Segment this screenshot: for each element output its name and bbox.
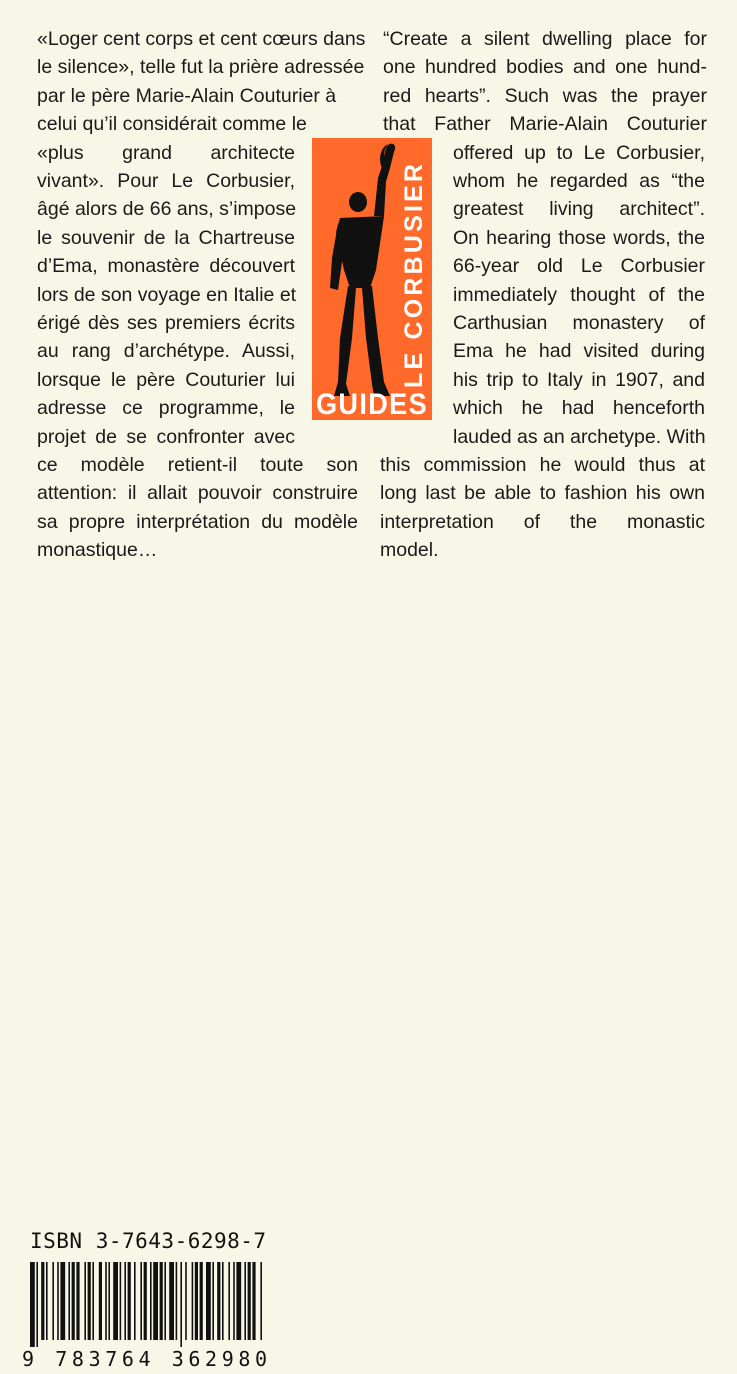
modulor-figure-icon: [330, 144, 395, 396]
french-text-line: monastique…: [37, 539, 158, 562]
english-text-line: On hearing those words, the: [453, 226, 705, 249]
english-text-line: “Create a silent dwelling place for: [383, 28, 707, 50]
french-text-line: «Loger cent corps et cent cœurs dans: [37, 28, 366, 50]
french-text-line: le souvenir de la Chartreuse: [37, 226, 295, 249]
barcode-bar: [120, 1262, 122, 1340]
french-text-line: projet de se confronter avec: [37, 425, 295, 448]
english-text-line: Ema he had visited during: [453, 340, 705, 363]
barcode-bar: [164, 1262, 166, 1340]
english-text-line: model.: [380, 539, 439, 562]
french-text-line: attention: il allait pouvoir construire: [37, 482, 358, 505]
english-text-line: red hearts”. Such was the prayer: [383, 84, 707, 107]
barcode-icon: [26, 1262, 266, 1348]
le-corbusier-guides-logo: [312, 138, 432, 420]
barcode-bar: [180, 1262, 182, 1348]
english-text-line: offered up to Le Corbusier,: [453, 141, 705, 164]
barcode-bar: [195, 1262, 198, 1340]
logo-horizontal-label: GUIDES: [316, 388, 428, 420]
barcode-bar: [150, 1262, 152, 1340]
french-text-line: érigé dès ses premiers écrits: [37, 312, 295, 334]
barcode-bar: [236, 1262, 241, 1340]
barcode-bar: [41, 1262, 44, 1340]
barcode-bar: [60, 1262, 65, 1340]
french-text-line: ce modèle retient-il toute son: [37, 454, 358, 476]
barcode-bar: [84, 1262, 86, 1340]
french-text-line: lors de son voyage en Italie et: [37, 283, 297, 306]
barcode-bar: [30, 1262, 35, 1348]
french-text-line: au rang d’archétype. Aussi,: [37, 340, 295, 363]
english-text-line: 66-year old Le Corbusier: [453, 255, 705, 278]
english-text-line: greatest living architect”.: [453, 198, 705, 221]
english-text-line: interpretation of the monastic: [380, 510, 705, 533]
barcode-bar: [192, 1262, 194, 1340]
barcode-bar: [176, 1262, 178, 1340]
barcode-bar: [244, 1262, 246, 1340]
french-text-line: celui qu’il considérait comme le: [37, 113, 307, 136]
barcode-bar: [248, 1262, 251, 1340]
barcode-bar: [108, 1262, 110, 1340]
barcode-bar: [76, 1262, 79, 1340]
barcode-bar: [260, 1262, 262, 1340]
french-text-line: par le père Marie-Alain Couturier à: [37, 84, 337, 107]
barcode-bar: [228, 1262, 230, 1340]
barcode-bar: [206, 1262, 211, 1340]
english-text-line: Carthusian monastery of: [453, 312, 705, 334]
french-text-line: «plus grand architecte: [37, 141, 295, 164]
french-text-line: le silence», telle fut la prière adressée: [37, 56, 365, 79]
english-text-line: immediately thought of the: [453, 283, 705, 306]
english-text-line: this commission he would thus at: [380, 454, 705, 476]
french-text-line: d’Ema, monastère découvert: [37, 255, 295, 278]
barcode-bar: [105, 1262, 107, 1340]
barcode-bar: [52, 1262, 54, 1340]
barcode-bar: [57, 1262, 59, 1340]
barcode-bar: [124, 1262, 126, 1340]
english-text-line: that Father Marie-Alain Couturier: [383, 113, 707, 136]
barcode-bar: [153, 1262, 158, 1340]
barcode-bar: [46, 1262, 48, 1340]
barcode-bar: [128, 1262, 131, 1340]
english-text-line: lauded as an archetype. With: [453, 425, 706, 448]
barcode-bar: [217, 1262, 220, 1340]
barcode-bar: [160, 1262, 163, 1340]
english-text-line: one hundred bodies and one hund-: [383, 56, 707, 79]
barcode-bar: [185, 1262, 187, 1340]
barcode-bar: [233, 1262, 235, 1340]
barcode-bar: [222, 1262, 224, 1340]
barcode-bar: [200, 1262, 203, 1340]
barcode-bar: [36, 1262, 38, 1348]
french-text-line: vivant». Pour Le Corbusier,: [37, 170, 295, 192]
barcode-bar: [113, 1262, 118, 1340]
barcode-bar: [134, 1262, 136, 1340]
english-text-line: whom he regarded as “the: [453, 170, 705, 192]
barcode-bar: [140, 1262, 142, 1340]
french-text-line: âgé alors de 66 ans, s’impose: [37, 198, 297, 221]
french-text-line: adresse ce programme, le: [37, 397, 295, 420]
barcode-bar: [99, 1262, 102, 1340]
barcode-bar: [144, 1262, 147, 1340]
english-text-line: his trip to Italy in 1907, and: [453, 368, 705, 391]
logo-vertical-label: LE CORBUSIER: [400, 160, 428, 388]
barcode-bar: [92, 1262, 94, 1340]
barcode-digits: 9 783764 362980: [22, 1347, 272, 1371]
barcode-bar: [212, 1262, 214, 1340]
french-text-line: lorsque le père Couturier lui: [37, 368, 295, 391]
barcode-bar: [68, 1262, 70, 1340]
english-text-line: which he had henceforth: [453, 397, 705, 420]
barcode-bar: [169, 1262, 174, 1340]
english-text-line: long last be able to fashion his own: [380, 482, 705, 505]
barcode-bar: [72, 1262, 75, 1340]
isbn-number: ISBN 3-7643-6298-7: [30, 1229, 267, 1253]
barcode-bar: [252, 1262, 255, 1340]
barcode-bar: [88, 1262, 91, 1340]
french-text-line: sa propre interprétation du modèle: [37, 510, 358, 533]
